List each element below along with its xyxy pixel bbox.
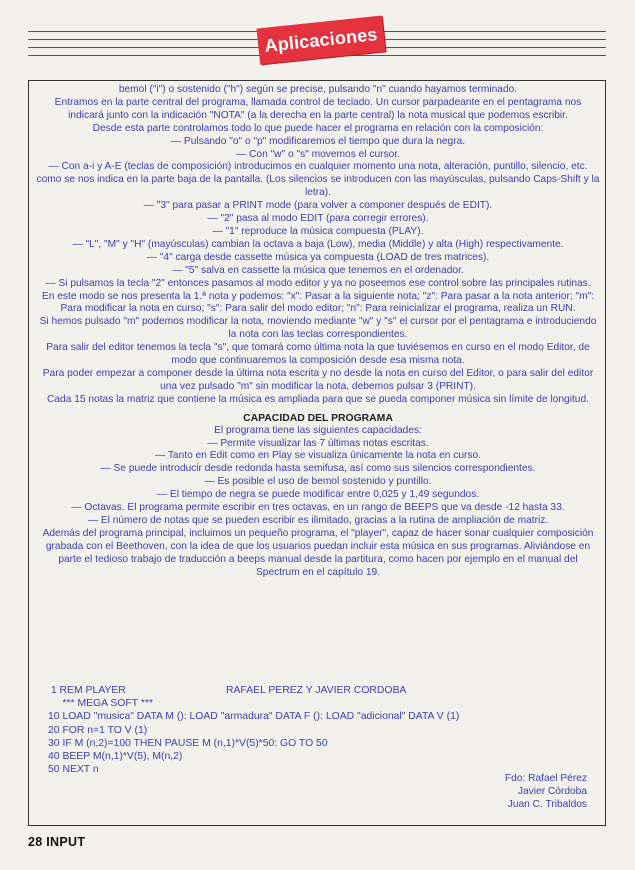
code-line: *** MEGA SOFT *** [48,698,153,710]
paragraph: Entramos en la parte central del programa, llamada control de teclado. Un cursor parpadeante en el pentagrama nos indicará junto con la indicación "NOTA" (a la derecha en la parte central) la nota musical que podemos escribir. [54,96,582,121]
paragraph: — Tanto en Edit como en Play se visualiza únicamente la nota en curso. [155,450,481,462]
code-line: 10 LOAD "musica" DATA M (): LOAD "armadura" DATA F (): LOAD "adicional" DATA V (1) [48,711,460,723]
paragraph: — Pulsando "o" o "p" modificaremos el tiempo que dura la negra. [170,135,466,147]
paragraph: — Con a-i y A-E (teclas de composición) introducimos en cualquier momento una nota, alteración, puntillo, silencio, etc. como se nos indica en la parte baja de la pantalla. (Los silencios se introducen con las mayúsculas, pulsando Caps-Shift y la letra). [36,161,600,199]
paragraph: En este modo se nos presenta la 1.ª nota y podemos: "x": Pasar a la siguiente nota; "z": Para pasar a la nota anterior; "m": Para modificar la nota en curso; "s": Para salir del modo editor; "n": Para reinicializar el programa, realiza un RUN. [41,290,595,315]
paragraph: Para salir del editor tenemos la tecla "s", que tomará como última nota la que tuviésemos en curso en el modo Editor, de modo que continuaremos la composición desde esa misma nota. [46,342,590,367]
paragraph: — El tiempo de negra se puede modificar entre 0,025 y 1,49 segundos. [156,489,480,501]
paragraph: Cada 15 notas la matriz que contiene la música es ampliada para que se pueda componer música sin límite de longitud. [47,393,589,405]
signature-line: Fdo: Rafael Pérez [504,773,587,784]
paragraph: Si hemos pulsado "m" podemos modificar la nota, moviendo mediante "w" y "s" el cursor por el pentagrama e introduciendo la nota con las teclas correspondientes. [39,316,597,341]
paragraph: El programa tiene las siguientes capacidades: [214,424,422,436]
article-body [36,84,600,580]
program-authors: RAFAEL PEREZ Y JAVIER CORDOBA [226,685,407,696]
section-badge-label: Aplicaciones [263,23,379,56]
paragraph: — Permite visualizar las 7 últimas notas escritas. [207,437,429,449]
paragraph: — Octavas. El programa permite escribir en tres octavas, en un rango de BEEPS que va desde -12 hasta 33. [71,502,565,514]
code-line: 30 IF M (n,2)=100 THEN PAUSE M (n,1)*V(5)*50: GO TO 50 [48,737,328,749]
paragraph: — "3" para pasar a PRINT mode (para volver a componer después de EDIT). [143,200,493,212]
paragraph: Desde esta parte controlamos todo lo que puede hacer el programa en relación con la composición: [92,122,544,134]
paragraph: — Con "w" o "s" movemos el cursor. [236,148,400,160]
signature-line: Javier Córdoba [517,786,587,797]
paragraph: — Es posible el uso de bemol sostenido y puntillo. [204,476,432,488]
paragraph: — "5" salva en cassette la música que tenemos en el ordenador. [172,264,464,276]
paragraph: — Si pulsamos la tecla "2" entonces pasamos al modo editor y ya no poseemos ese control sobre las principales rutinas. [45,277,591,289]
paragraph: — El número de notas que se pueden escribir es ilimitado, gracias a la rutina de ampliación de matriz. [87,515,549,526]
program-listing [48,684,588,776]
paragraph: — "L", "M" y "H" (mayúsculas) cambian la octava a baja (Low), media (Middle) y alta (High) respectivamente. [72,238,564,250]
section-badge [256,16,385,65]
page-footer: 28 INPUT [28,835,86,849]
code-line: 20 FOR n=1 TO V (1) [48,724,148,736]
paragraph: — "2" pasa al modo EDIT (para corregir errores). [207,213,429,225]
code-line: 40 BEEP M(n,1)*V(5), M(n,2) [48,751,183,763]
signature-block [505,772,587,811]
paragraph: — "1" reproduce la música compuesta (PLAY). [212,225,424,237]
signature-line: Juan C. Tribaldos [507,799,587,810]
code-line: 50 NEXT n [48,764,99,776]
code-line: 1 REM PLAYER [48,685,126,696]
paragraph: Además del programa principal, incluimos un pequeño programa, el "player", capaz de hacer sonar cualquier composición grabada con el Beethoven, con la idea de que los usuarios puedan incluir esta música en sus programas. Aliviándose en parte el tedioso trabajo de traducción a beeps manual desde la partitura, como hacen por ejemplo en el manual del Spectrum en el capítulo 19. [42,527,594,578]
paragraph: Para poder empezar a componer desde la última nota escrita y no desde la nota en curso del Editor, o para salir del editor una vez pulsado "m" sin modificar la nota, debemos pulsar 3 (PRINT). [42,367,594,392]
paragraph: — Se puede introducir desde redonda hasta semifusa, así como sus silencios correspondientes. [100,463,536,475]
paragraph: bemol ("i") o sostenido ("h") según se precise, pulsando "n" cuando hayamos terminado. [118,84,518,95]
paragraph: — "4" carga desde cassette música ya compuesta (LOAD de tres matrices). [146,251,490,263]
section-heading: CAPACIDAD DEL PROGRAMA [243,412,393,424]
